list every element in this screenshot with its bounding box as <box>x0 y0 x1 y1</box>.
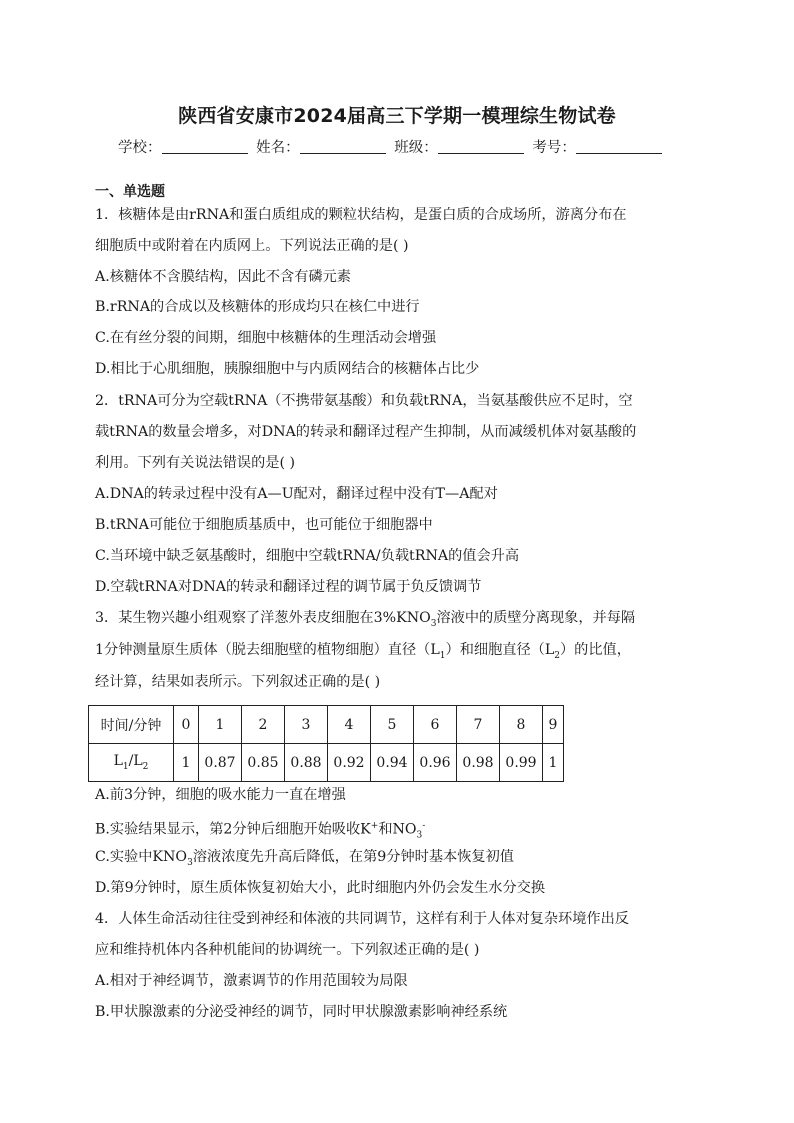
q3-data-table <box>88 705 564 782</box>
section-heading: 一、单选题 <box>95 184 165 200</box>
q3-table-row-time <box>89 706 564 744</box>
q1-option-b[interactable]: B.rRNA的合成以及核糖体的形成均只在核仁中进行 <box>95 299 420 315</box>
ratio-header-sub1: 1 <box>122 761 129 772</box>
q2-option-b[interactable]: B.tRNA可能位于细胞质基质中，也可能位于细胞器中 <box>95 517 433 533</box>
ratio-header-sub2: 2 <box>142 761 149 772</box>
q1-option-a[interactable]: A.核糖体不含膜结构，因此不含有磷元素 <box>95 269 351 285</box>
q4-option-b[interactable]: B.甲状腺激素的分泌受神经的调节，同时甲状腺激素影响神经系统 <box>95 1004 508 1020</box>
q4-stem-line1: 4．人体生命活动往往受到神经和体液的共同调节，这样有利于人体对复杂环境作出反 <box>95 911 629 927</box>
q1-stem-line2: 细胞质中或附着在内质网上。下列说法正确的是( ) <box>95 238 409 254</box>
q3-table-cell: 1 <box>543 744 564 782</box>
student-info-line <box>118 136 718 157</box>
class-label: 班级： <box>394 140 438 156</box>
ratio-header-l: L <box>113 753 123 770</box>
q2-option-d[interactable]: D.空载tRNA对DNA的转录和翻译过程的调节属于负反馈调节 <box>95 579 482 595</box>
q2-stem-line3: 利用。下列有关说法错误的是( ) <box>95 455 296 471</box>
school-blank[interactable] <box>162 139 248 154</box>
name-blank[interactable] <box>300 139 386 154</box>
q3-stem-line3: 经计算，结果如表所示。下列叙述正确的是( ) <box>95 674 381 690</box>
q2-option-a[interactable]: A.DNA的转录过程中没有A—U配对，翻译过程中没有T—A配对 <box>95 486 498 502</box>
q3-table-header-ratio <box>89 744 174 782</box>
q3-table-cell: 0.98 <box>457 744 500 782</box>
name-label: 姓名： <box>256 140 300 156</box>
school-label: 学校： <box>118 140 162 156</box>
q2-option-c[interactable]: C.当环境中缺乏氨基酸时，细胞中空载tRNA/负载tRNA的值会升高 <box>95 548 520 564</box>
q3-stem-line1-text-a: 3．某生物兴趣小组观察了洋葱外表皮细胞在3%KNO <box>95 610 431 626</box>
q3-table-cell: 5 <box>371 706 414 744</box>
q3-stem-line2-sub1: 1 <box>439 650 446 661</box>
q3-table-cell: 4 <box>328 706 371 744</box>
q3-table-cell: 0 <box>174 706 199 744</box>
q3-option-b-text-a: B.实验结果显示，第2分钟后细胞开始吸收K <box>95 821 371 838</box>
q4-option-a[interactable]: A.相对于神经调节，激素调节的作用范围较为局限 <box>95 973 408 989</box>
q3-stem-line2 <box>95 641 631 665</box>
q3-stem-line2-text-a: 1分钟测量原生质体（脱去细胞壁的植物细胞）直径（L <box>95 642 440 658</box>
q3-table-cell: 6 <box>414 706 457 744</box>
q3-table-cell: 1 <box>174 744 199 782</box>
q3-table-cell: 0.88 <box>285 744 328 782</box>
q3-stem-line1-sub: 3 <box>430 618 437 629</box>
q3-table-cell: 0.92 <box>328 744 371 782</box>
q3-option-b-sub: 3 <box>416 830 423 841</box>
q3-table-cell: 0.85 <box>242 744 285 782</box>
q3-table-cell: 7 <box>457 706 500 744</box>
q1-stem-line1: 1．核糖体是由rRNA和蛋白质组成的颗粒状结构，是蛋白质的合成场所，游离分布在 <box>95 207 627 223</box>
q3-option-c-text-b: 溶液浓度先升高后降低，在第9分钟时基本恢复初值 <box>192 849 514 865</box>
q3-stem-line2-sub2: 2 <box>554 650 560 661</box>
q2-stem-line2: 载tRNA的数量会增多，对DNA的转录和翻译过程产生抑制，从而减缓机体对氨基酸的 <box>95 424 637 440</box>
q3-option-c-sub: 3 <box>187 857 193 868</box>
q3-option-b-sup1: + <box>370 821 379 831</box>
q3-stem-line1 <box>95 609 635 633</box>
q3-stem-line1-text-b: 溶液中的质壁分离现象，并每隔 <box>436 610 636 626</box>
q3-table-cell: 0.96 <box>414 744 457 782</box>
q3-option-a[interactable]: A.前3分钟，细胞的吸水能力一直在增强 <box>95 787 346 803</box>
page-title: 陕西省安康市2024届高三下学期一模理综生物试卷 <box>178 105 616 127</box>
q3-table-cell: 0.87 <box>199 744 242 782</box>
q3-table-cell: 1 <box>199 706 242 744</box>
class-blank[interactable] <box>438 139 524 154</box>
q3-table-cell: 2 <box>242 706 285 744</box>
q3-table-cell: 0.99 <box>500 744 543 782</box>
q3-table-row-ratio <box>89 744 564 782</box>
q3-option-b[interactable] <box>95 817 425 845</box>
q1-option-c[interactable]: C.在有丝分裂的间期，细胞中核糖体的生理活动会增强 <box>95 330 437 346</box>
q3-stem-line2-text-c: ）的比值， <box>559 642 631 658</box>
q3-table-cell: 8 <box>500 706 543 744</box>
q3-table-cell: 0.94 <box>371 744 414 782</box>
q3-option-c-text-a: C.实验中KNO <box>95 849 188 865</box>
q3-table-cell: 9 <box>543 706 564 744</box>
ratio-header-slash-l: /L <box>128 753 143 770</box>
q3-stem-line2-text-b: ）和细胞直径（L <box>445 642 555 658</box>
q3-option-b-text-b: 和NO <box>378 821 417 838</box>
q3-table-cell: 3 <box>285 706 328 744</box>
q1-option-d[interactable]: D.相比于心肌细胞，胰腺细胞中与内质网结合的核糖体占比少 <box>95 361 480 377</box>
q2-stem-line1: 2．tRNA可分为空载tRNA（不携带氨基酸）和负载tRNA，当氨基酸供应不足时，空 <box>95 393 633 409</box>
exam-no-label: 考号： <box>532 140 576 156</box>
q4-stem-line2: 应和维持机体内各种机能间的协调统一。下列叙述正确的是( ) <box>95 942 480 958</box>
q3-option-c[interactable] <box>95 848 514 872</box>
q3-option-b-sup2: - <box>422 821 426 831</box>
exam-no-blank[interactable] <box>576 139 662 154</box>
q3-table-header-time: 时间/分钟 <box>89 706 174 744</box>
q3-option-d[interactable]: D.第9分钟时，原生质体恢复初始大小，此时细胞内外仍会发生水分交换 <box>95 880 546 896</box>
